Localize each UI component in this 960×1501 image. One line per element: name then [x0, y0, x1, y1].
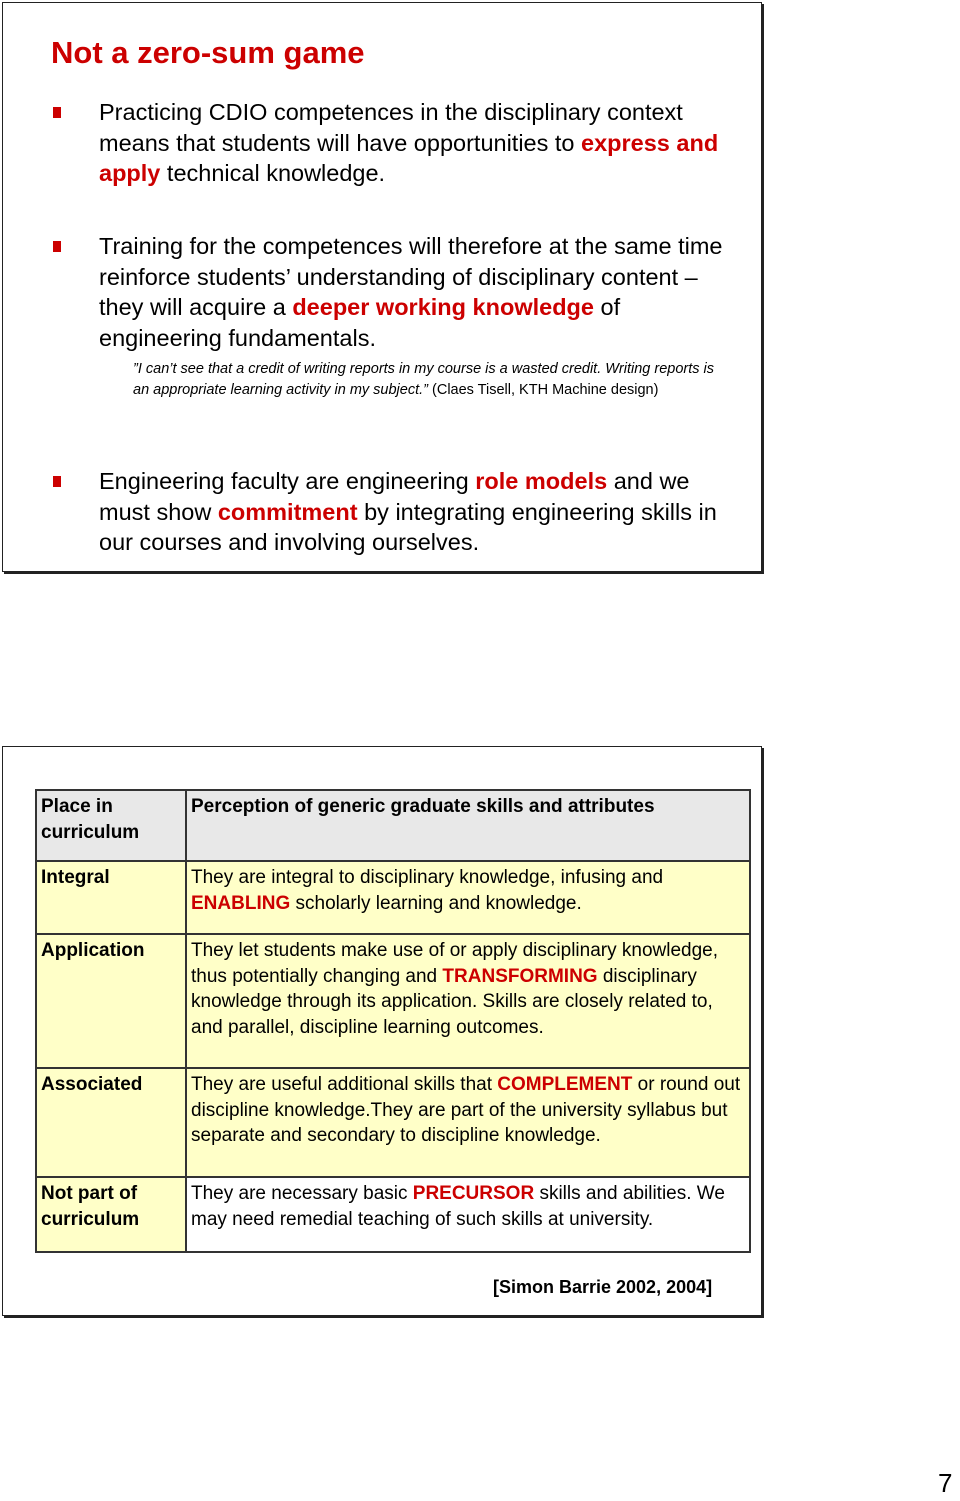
- desc-text: They are necessary basic: [191, 1183, 413, 1204]
- row-description: [186, 934, 750, 1068]
- row-place: Not part of curriculum: [36, 1177, 186, 1252]
- table-row: [36, 1068, 750, 1177]
- row-description: [186, 1068, 750, 1177]
- highlight-text: role models: [475, 468, 608, 494]
- desc-text: They are integral to disciplinary knowledge, infusing and: [191, 867, 664, 888]
- highlight-text: COMPLEMENT: [497, 1074, 633, 1095]
- slide-1: [2, 2, 762, 572]
- square-bullet-icon: [53, 476, 61, 487]
- square-bullet-icon: [53, 107, 61, 118]
- page-number: 7: [938, 1468, 953, 1498]
- highlight-text: commitment: [217, 498, 358, 525]
- row-place: Integral: [36, 861, 186, 934]
- bullet-text: Training for the competences will therefore at the same time reinforce students’ understanding of disciplinary content – they will acquire a: [99, 233, 723, 320]
- table-header-row: [36, 790, 750, 861]
- bullet-text: Engineering faculty are engineering: [99, 468, 476, 494]
- row-place: Application: [36, 934, 186, 1068]
- quote-attribution: (Claes Tisell, KTH Machine design): [427, 381, 659, 398]
- desc-text: They let students make use of or apply disciplinary knowledge, thus potentially changing and: [191, 940, 718, 987]
- desc-text: disciplinary knowledge through its application. Skills are closely related to, and parallel, discipline learning outcomes.: [191, 965, 713, 1038]
- slide-2: [2, 746, 762, 1316]
- highlight-text: ENABLING: [191, 892, 291, 914]
- desc-text: skills and abilities. We may need remedial teaching of such skills at university.: [191, 1183, 725, 1230]
- row-place: Associated: [36, 1068, 186, 1177]
- highlight-text: TRANSFORMING: [442, 965, 598, 987]
- bullet-item-2: [99, 231, 739, 353]
- bullet-text: and we must show: [99, 468, 690, 525]
- table-row: [36, 861, 750, 934]
- row-description: [186, 861, 750, 934]
- desc-text: They are useful additional skills that: [191, 1074, 498, 1095]
- row-description: [186, 1177, 750, 1252]
- citation: [Simon Barrie 2002, 2004]: [493, 1277, 713, 1297]
- bullet-text: by integrating engineering skills in our courses and involving ourselves.: [99, 498, 717, 555]
- desc-text: or round out discipline knowledge.They are part of the university syllabus but separate and secondary to discipline knowledge.: [191, 1074, 741, 1146]
- bullet-text: technical knowledge.: [160, 160, 386, 186]
- table-row: [36, 934, 750, 1068]
- quote-text: ”I can’t see that a credit of writing reports in my course is a wasted credit. Writing reports is an appropriate learning activity in my subject.”: [133, 361, 715, 398]
- header-place: Place in curriculum: [36, 790, 186, 861]
- highlight-text: express and apply: [99, 129, 719, 186]
- bullet-item-1: [99, 97, 739, 189]
- bullet-item-3: [99, 466, 739, 558]
- skills-table: [35, 789, 751, 1253]
- bullet-text: of engineering fundamentals.: [99, 294, 621, 351]
- table-row: [36, 1177, 750, 1252]
- bullet-text: Practicing CDIO competences in the disciplinary context means that students will have opportunities to: [99, 99, 683, 156]
- header-perception: Perception of generic graduate skills and attributes: [186, 790, 750, 861]
- slide-title: Not a zero-sum game: [51, 35, 365, 70]
- square-bullet-icon: [53, 241, 61, 252]
- highlight-text: deeper working knowledge: [292, 294, 594, 320]
- highlight-text: PRECURSOR: [412, 1183, 535, 1204]
- quote-block: [133, 359, 733, 400]
- desc-text: scholarly learning and knowledge.: [290, 892, 582, 914]
